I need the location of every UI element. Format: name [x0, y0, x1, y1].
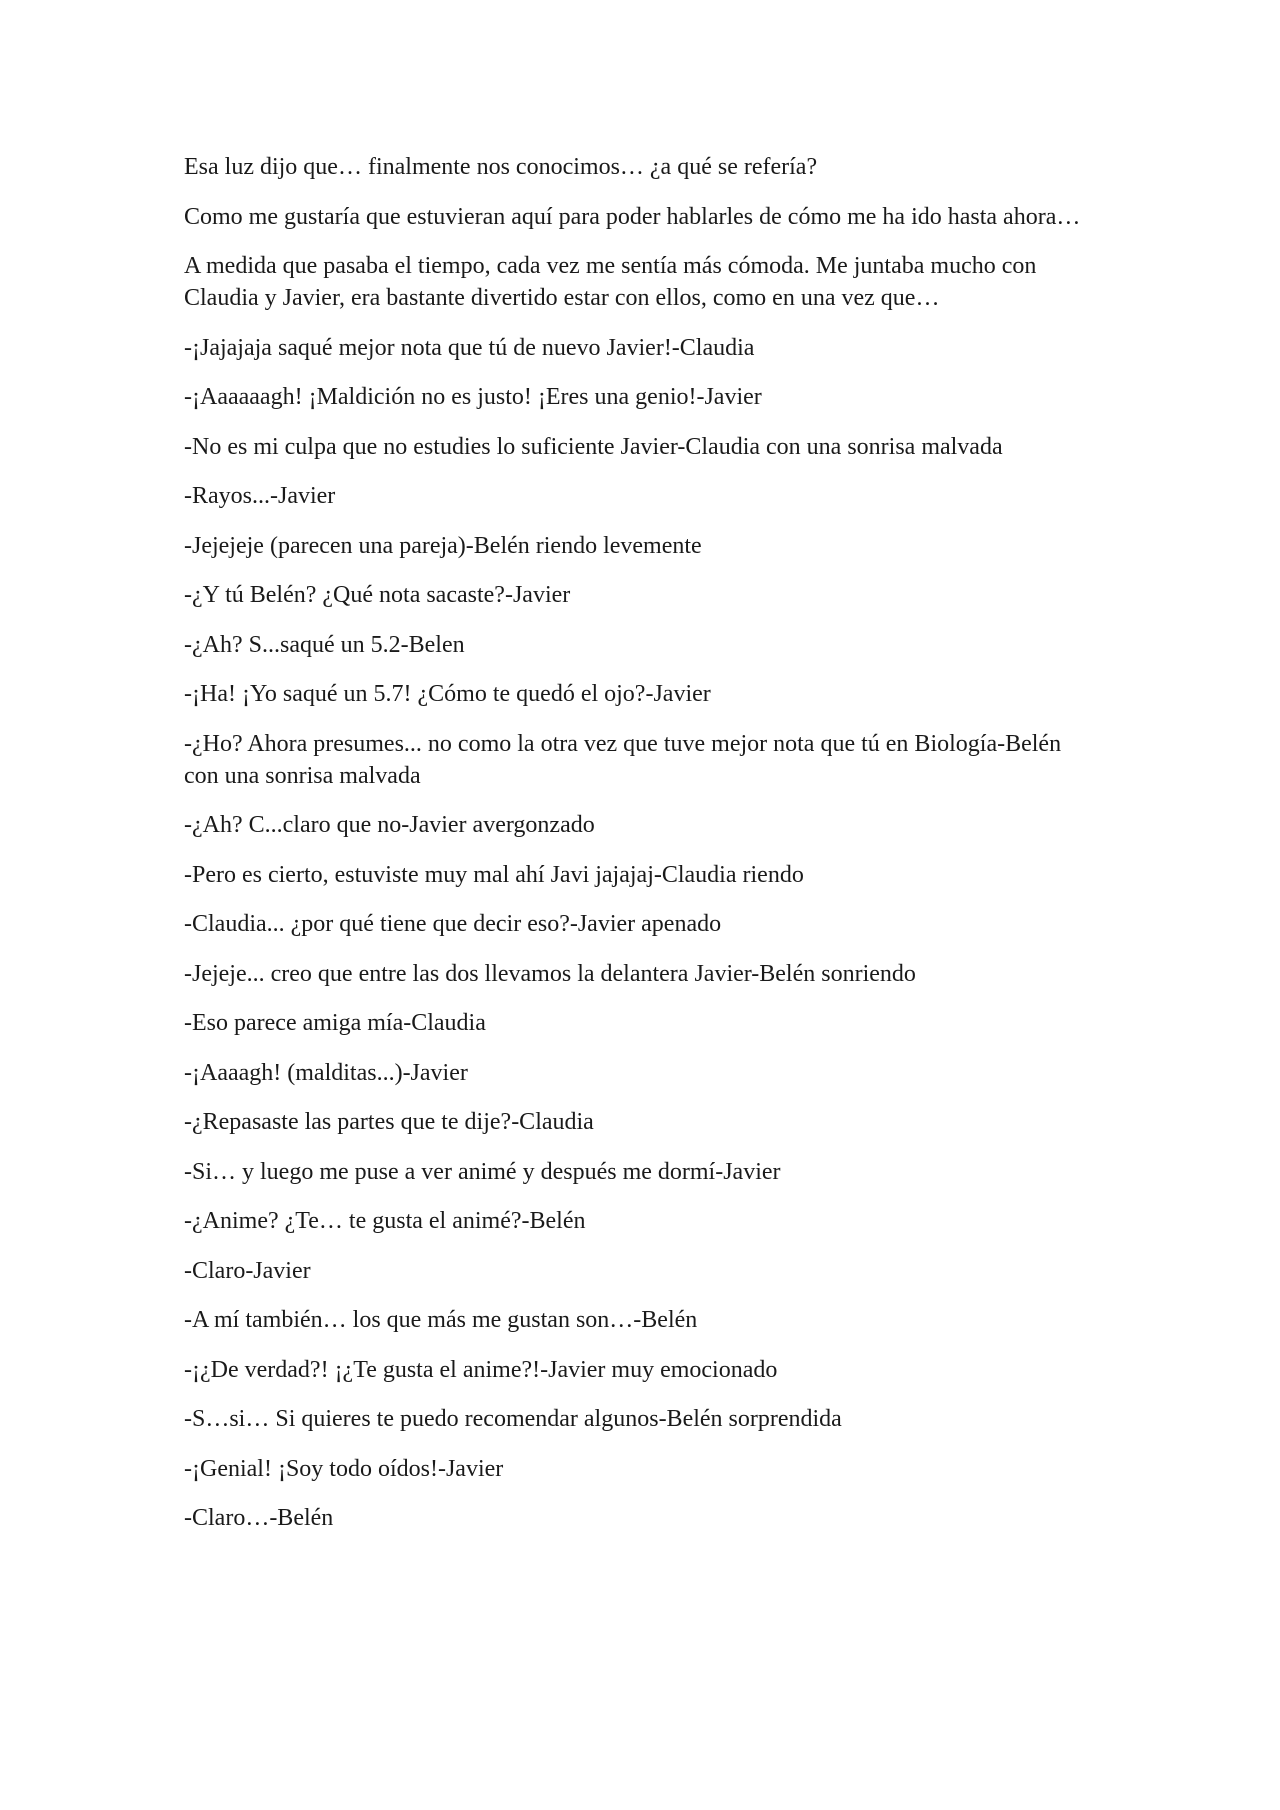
dialogue-line: -¡¿De verdad?! ¡¿Te gusta el anime?!-Javier muy emocionado — [184, 1356, 778, 1383]
dialogue-line: -Claro…-Belén — [184, 1505, 334, 1531]
dialogue-line: -¡Ha! ¡Yo saqué un 5.7! ¿Cómo te quedó el ojo?-Javier — [184, 681, 711, 707]
dialogue-line: -Rayos...-Javier — [184, 483, 336, 509]
dialogue-line: -¡Jajajaja saqué mejor nota que tú de nuevo Javier!-Claudia — [184, 334, 755, 361]
paragraph: A medida que pasaba el tiempo, cada vez me sentía más cómoda. Me juntaba mucho con Claudia y Javier, era bastante divertido estar con ellos, como en una vez que… — [184, 253, 1037, 311]
dialogue-line: -Jejeje... creo que entre las dos llevamos la delantera Javier-Belén sonriendo — [184, 960, 916, 987]
dialogue-line: -¡Aaaagh! (malditas...)-Javier — [184, 1059, 468, 1086]
dialogue-line: -Claudia... ¿por qué tiene que decir eso?-Javier apenado — [184, 911, 722, 937]
document-body — [184, 151, 1084, 1552]
dialogue-line: -¡Genial! ¡Soy todo oídos!-Javier — [184, 1455, 504, 1482]
dialogue-line: -Claro-Javier — [184, 1257, 311, 1284]
dialogue-line: -S…si… Si quieres te puedo recomendar algunos-Belén sorprendida — [184, 1406, 842, 1432]
paragraph: Como me gustaría que estuvieran aquí para poder hablarles de cómo me ha ido hasta ahora… — [184, 203, 1081, 230]
dialogue-line: -¿Anime? ¿Te… te gusta el animé?-Belén — [184, 1208, 586, 1234]
dialogue-line: -¡Aaaaaagh! ¡Maldición no es justo! ¡Eres una genio!-Javier — [184, 384, 762, 410]
dialogue-line: -¿Ho? Ahora presumes... no como la otra vez que tuve mejor nota que tú en Biología-Belén con una sonrisa malvada — [184, 730, 1062, 789]
dialogue-line: -Jejejeje (parecen una pareja)-Belén riendo levemente — [184, 532, 702, 559]
dialogue-line: -No es mi culpa que no estudies lo suficiente Javier-Claudia con una sonrisa malvada — [184, 433, 1003, 460]
dialogue-line: -¿Ah? C...claro que no-Javier avergonzado — [184, 812, 595, 838]
dialogue-line: -Eso parece amiga mía-Claudia — [184, 1010, 486, 1036]
dialogue-line: -¿Repasaste las partes que te dije?-Claudia — [184, 1109, 594, 1135]
dialogue-line: -Si… y luego me puse a ver animé y después me dormí-Javier — [184, 1158, 781, 1185]
dialogue-line: -Pero es cierto, estuviste muy mal ahí Javi jajajaj-Claudia riendo — [184, 861, 804, 888]
dialogue-line: -¿Ah? S...saqué un 5.2-Belen — [184, 631, 465, 658]
dialogue-line: -¿Y tú Belén? ¿Qué nota sacaste?-Javier — [184, 582, 571, 608]
dialogue-line: -A mí también… los que más me gustan son…-Belén — [184, 1307, 698, 1333]
paragraph: Esa luz dijo que… finalmente nos conocimos… ¿a qué se refería? — [184, 154, 818, 180]
